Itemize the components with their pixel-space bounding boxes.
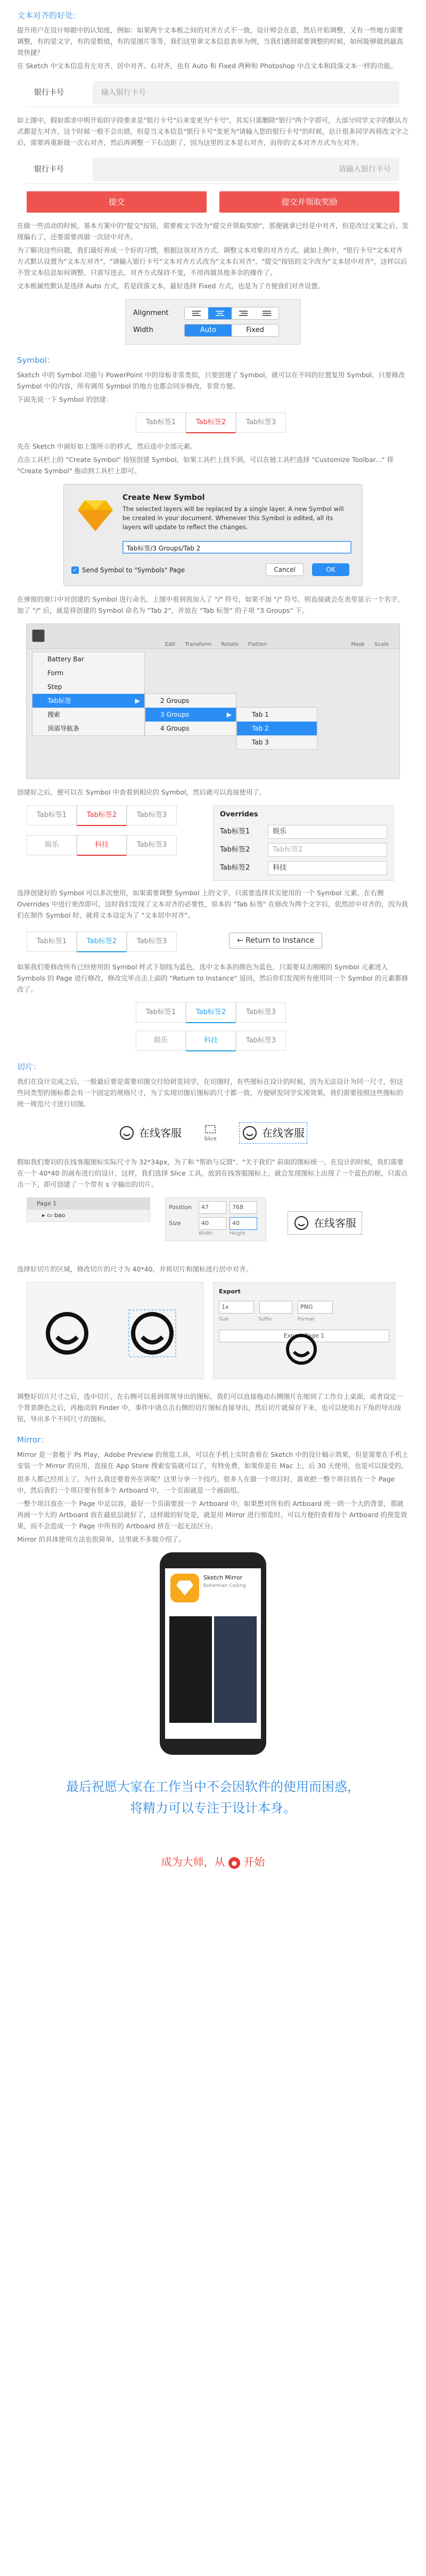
bank-card-row (27, 79, 399, 107)
service-label: 在线客服 (139, 1127, 182, 1139)
width-fixed-button[interactable]: Fixed (232, 325, 278, 336)
paragraph: 假如我们要切的在线客服图标实际尺寸为 32*34px，为了和 "帮助与反馈"、"关于我们" 前面的图标统一，在设计的时候，我们需要在一个 40*40 的画布进行的设计，这样，我们选择 Slice 工具，放到在线客服图标上，就会发现图标上出现了一个蓝色的框，只需点击一下，即可创建了一个带有 s 字输出的切片。 (17, 1158, 408, 1188)
height-caption: Height (230, 1231, 245, 1236)
symbols-menu (32, 652, 145, 736)
width-auto-button[interactable]: Auto (185, 325, 232, 336)
sketch-mirror-app-icon (170, 1574, 199, 1602)
menu-item-tab-2[interactable]: Tab 2 (237, 722, 317, 735)
menu-item[interactable]: Form (47, 669, 64, 677)
width-caption: Width (199, 1231, 213, 1236)
override-key: Tab标签2 (220, 864, 250, 872)
submit-reward-button[interactable]: 提交并领取奖励 (219, 191, 399, 213)
toolbar-flatten[interactable]: Flatten (248, 642, 267, 647)
paragraph: 选择好切片的区域，修改切片的尺寸为 40*40，并将切片和图标进行居中对齐。 (17, 1265, 253, 1273)
menu-item[interactable]: Tab 3 (252, 739, 269, 746)
menu-item[interactable]: 搜索 (47, 711, 61, 718)
paragraph: 文本框属性默认是选择 Auto 方式，若是段落文本，最好选择 Fixed 方式，也是为了方便我们对齐设置。 (17, 282, 325, 290)
export-panel (213, 1282, 395, 1379)
menu-item[interactable]: Tab 1 (252, 711, 269, 718)
align-justify-icon (255, 307, 278, 319)
align-justify-button[interactable] (255, 307, 278, 319)
menu-item[interactable]: Battery Bar (47, 655, 84, 663)
tab-item-selected[interactable]: 科技 (77, 835, 127, 856)
tab-item-selected[interactable]: Tab标签2 (186, 412, 236, 433)
symbol-name-input[interactable]: Tab标签/3 Groups/Tab 2 (122, 541, 351, 554)
paragraph: 选择创建好的 Symbol 可以多次使用，如果需要调整 Symbol 上的文字，只需要选择其实使用的一个 Symbol 元素，在右侧 Overrides 中进行更改即可，这时我们发现了文本对齐的必要性，原本的 "Tab 标签" 在修改为两个文字后，依然居中对齐的，因为我们在制作 Symbol 时，就将文本设定为了 "文本居中对齐"。 (17, 889, 408, 919)
paragraph: 在弹窗的窗口中对创建的 Symbol 进行命名，上图中看到我加入了 "/" 符号，如果不加 "/" 符号，则直接就会在表里显示一个名字，加了 "/" 后，就是将创建的 Symbol 命名为 "Tab 2"，并放在 "Tab 标签" 的子项 "3 Groups" 下。 (17, 595, 404, 614)
tab-demo-blue-2 (136, 1002, 290, 1023)
suffix-caption: Suffix (258, 1317, 272, 1322)
section-title-alignment: 文本对齐的好处： (17, 11, 81, 20)
dialog-title: Create New Symbol (122, 493, 205, 502)
tab-demo-bottom (27, 835, 181, 856)
service-icon-large-sliced (128, 1309, 176, 1357)
service-icon-bordered (288, 1211, 362, 1235)
checkmark-icon: ✓ (71, 566, 79, 574)
paragraph: 我们在设计完成之后，一般最后要是需要切图交付给研发同学，在切图时，有些图标在设计的时候，因为无法设计为同一尺寸，但这些同类型的图标都会有一个固定的规格尺寸，为了实现切图后图标的尺寸都一致，方便研发同学实现效果，我们需要按照这些图标的统一规范尺寸进行切图。 (17, 1078, 404, 1108)
tab-demo-blue-3 (136, 1031, 290, 1051)
customer-service-icon (242, 1125, 258, 1141)
folder-icon: ▸ ▭ (42, 1212, 54, 1219)
layer-label: bao (54, 1212, 65, 1219)
tab-item[interactable]: 娱乐 (136, 1031, 186, 1051)
app-developer: Bohemian Coding (203, 1583, 246, 1589)
scale-select[interactable]: 1x (219, 1301, 254, 1314)
tab-item-selected[interactable]: Tab标签2 (186, 1002, 236, 1023)
send-to-symbols-checkbox[interactable] (71, 564, 185, 576)
tab-item[interactable]: Tab标签3 (236, 1031, 286, 1051)
paragraph: 如上图中，假如需求中明开始的字段要求是"银行卡号"后来变更为"卡号"，其实只需删除"银行"两个字即可，大部分同学文字的默认方式都是左对齐，这个时候一般不会出错，但是当文本信息"银行卡号"变更为"请输入您的银行卡号"的时候，估计很多同学再将改文字之后，需要再重新做一次右对齐，然后再调整一下右边距了，因为这里的文本是右对齐，而你的文本对齐方式为左对齐。 (17, 116, 409, 147)
suffix-input[interactable] (259, 1301, 292, 1314)
toolbar-scale[interactable]: Scale (374, 642, 389, 647)
closing-line-1: 最后祝愿大家在工作当中不会因软件的使用而困惑， (66, 1779, 360, 1794)
menu-item[interactable]: 2 Groups (160, 697, 190, 704)
layer-item[interactable] (27, 1210, 150, 1221)
service-label: 在线客服 (262, 1127, 305, 1139)
tab-item[interactable]: Tab标签3 (127, 835, 177, 855)
paragraph: 调整好切片尺寸之后，选中切片，在右侧可以看到常规导出的图标，我们可以直接拖动右侧图片在缩到了工作台上桌面，或者设定一个背景颜色之后，再拖动到 Finder 中，事件中请点击右侧的切片图标直接导出，然后切片就保存下来，也可以使用右下角的导出按钮，导出多个不同尺寸的图标。 (17, 1392, 404, 1423)
tab-item[interactable]: Tab标签1 (27, 931, 77, 952)
format-caption: Format (298, 1317, 315, 1322)
service-icon-large (43, 1309, 91, 1357)
align-left-button[interactable] (185, 307, 208, 319)
align-center-icon (208, 307, 232, 319)
position-x-input[interactable]: 47 (199, 1201, 226, 1214)
menu-item[interactable]: 顶部导航条 (47, 725, 80, 732)
cta-right: 开始 (243, 1856, 265, 1868)
chevron-right-icon: ▶ (226, 711, 232, 718)
return-to-instance-button[interactable] (229, 933, 322, 949)
paragraph: Sketch 中的 Symbol 功能与 PowerPoint 中的母板非常类似，只要创建了 Symbol，就可以在不同的位置复用 Symbol，只要修改 Symbol 中的内容，所有调用 Symbol 的地方也都会同步修改，非常方便。 (17, 371, 405, 390)
arrow-left-icon: ← (237, 936, 243, 945)
toolbar-labels (165, 639, 267, 651)
override-value-input[interactable]: 科技 (268, 861, 387, 875)
override-row (220, 823, 387, 841)
phone-screen (165, 1568, 261, 1739)
tab-item[interactable]: Tab标签3 (127, 805, 177, 825)
override-key: Tab标签1 (220, 828, 250, 836)
paragraph: Mirror 的具体使用方法也很简单，这里就不多做介绍了。 (17, 1535, 185, 1543)
app-screenshot-1 (169, 1616, 212, 1723)
toolbar-transform[interactable]: Transform (185, 642, 212, 647)
sketch-diamond-icon (77, 498, 114, 532)
paragraph: 点击工具栏上的 "Create Symbol" 按钮创建 Symbol，如果工具栏上找不到，可以在链工具栏选择 "Customize Toolbar..." 将 "Create Symbol" 拖动到工具栏上即可。 (17, 456, 394, 475)
paragraph: 一整个项目放在一个 Page 中足以容，最好一个页面要放一个 Artboard 中，如果想对所有的 Artboard 统一到一个大的背景，那就再画一个大的 Artboard 放在最底层就好了，这样做的好处是，就是用 Mirror 进行预览时，可以方便的查看每个 Artboard 的预览效果，而不会造成一个 Page 中所有的 Artboard 挤在一起无法区分。 (17, 1500, 407, 1530)
menu-item-tab[interactable] (32, 694, 144, 708)
field-label: 银行卡号 (34, 88, 64, 97)
section-title-symbol: Symbol： (17, 355, 55, 365)
cta (0, 1856, 426, 1869)
service-label: 在线客服 (314, 1217, 356, 1229)
tab-item-selected[interactable]: Tab标签2 (77, 931, 127, 952)
page-item[interactable]: Page 1 (27, 1198, 150, 1210)
paragraph: 很多人都已经用上了，为什么我还要着外在讲呢？这里分享一个技巧，很多人在做一个项目时，喜欢把一整个项目放在一个 Page 中，然后我们一个项目要有很多个 Artboard 中，一个页面就是一个画面组。 (17, 1475, 395, 1494)
menu-label: 3 Groups (160, 711, 190, 718)
tab-bar-demo (136, 412, 290, 433)
symbol-insert-menu (26, 623, 400, 779)
tab-item[interactable]: Tab标签1 (27, 805, 77, 825)
override-row (220, 841, 387, 859)
sketch-diamond-icon (175, 1579, 194, 1597)
tab-item[interactable]: Tab标签1 (136, 1002, 186, 1023)
cta-left: 成为大师，从 (161, 1856, 225, 1868)
position-label: Position (169, 1204, 192, 1211)
tab-item[interactable]: Tab标签3 (236, 1002, 286, 1023)
overrides-demo (27, 805, 399, 880)
height-input[interactable]: 40 (230, 1217, 257, 1230)
override-value-input[interactable]: 娱乐 (268, 825, 387, 839)
tab-item[interactable]: Tab标签3 (236, 412, 286, 433)
bank-card-input[interactable]: 输入银行卡号 (93, 81, 399, 104)
override-key: Tab标签2 (220, 846, 250, 854)
align-left-icon (185, 307, 208, 319)
menu-item[interactable]: 4 Groups (160, 725, 190, 732)
paragraph: Mirror 是一套极于 Ps Play，Adobe Preview 的预览工具，可以在手机上实时查看在 Sketch 中的设计稿示效果，但是需要在手机上安装一个 Mirror 的应用，直接在 App Store 搜索安装就可以了，有特免费，如果你是在 Mac 上，后 30 天使用，也是可以接受的。 (17, 1451, 408, 1470)
paragraph: 为了解决这些问题，我们最好养成一个好的习惯，根据这该对齐方式，调整文本对象的对齐方式。就如上例中，"银行卡号"文本对齐方式默认设置为"文本左对齐"，"请输入银行卡号"文本对齐方式改为"文本右对齐"，"提交"按钮的文字改为"文本居中对齐"，这样以后不管文本信息如何调整，只需写进去，对齐方式保持不变，不用再做其他多余的操作了。 (17, 246, 407, 277)
menu-label: Tab标签 (47, 697, 71, 704)
paragraph: 下面先说一下 Symbol 的创建： (17, 395, 113, 403)
align-right-button[interactable] (232, 307, 255, 319)
toolbar-edit[interactable]: Edit (165, 642, 176, 647)
tab-demo-top (27, 805, 181, 826)
bank-card-row (27, 156, 399, 184)
paragraph: 如果我们要修改所有已经使用的 Symbol 样式下划线为蓝色，选中文本条的颜色为蓝色，只需要双击刚刚的 Symbol 元素进入 Symbols 的 Page 进行修改，修改完毕点击上面的 "Return to Instance" 返回，然后你们发现所有使用同一个 Symbol 的元素都修改了。 (17, 963, 408, 993)
cancel-button[interactable]: Cancel (266, 563, 304, 576)
closing-line-2: 将精力可以专注于设计本身。 (130, 1801, 296, 1816)
export-title: Export (219, 1288, 241, 1295)
align-center-button[interactable] (208, 307, 232, 319)
paragraph: 先在 Sketch 中画好如上图所示的样式，然后选中全部元素。 (17, 442, 197, 450)
slice-tool-icon (203, 1123, 218, 1136)
tab-item-selected[interactable]: 科技 (186, 1031, 236, 1051)
width-input[interactable]: 40 (199, 1217, 226, 1230)
export-button[interactable]: Export Page 1 (219, 1330, 389, 1342)
alignment-label: Alignment (133, 309, 169, 317)
toolbar-labels-right (351, 639, 389, 651)
tab-demo-blue (27, 931, 181, 952)
position-y-input[interactable]: 768 (230, 1201, 257, 1214)
export-preview-icon (283, 1331, 320, 1368)
format-select[interactable]: PNG (298, 1301, 333, 1314)
ok-button[interactable]: OK (312, 563, 349, 576)
checkbox-label: Send Symbol to "Symbols" Page (82, 566, 185, 574)
app-header (165, 1568, 261, 1608)
paragraph: 在做一些活动的时候，基本方案中的"提交"按钮，需要被文字改为"提交并领取奖励"，那便就拿已经是中对齐，但是改过文案之后，发现偏右了，还要需要再做一次居中对齐。 (17, 222, 409, 241)
slice-tool-label: Slice (204, 1136, 217, 1142)
tab-item[interactable]: Tab标签3 (127, 931, 177, 952)
overrides-panel (213, 805, 394, 881)
user-icon: ● (228, 1857, 240, 1869)
icon-preview-area (27, 1282, 203, 1379)
groups-submenu (145, 693, 236, 736)
closing (0, 1776, 426, 1819)
insert-icon[interactable] (32, 629, 45, 642)
override-value-input[interactable]: Tab标签2 (268, 843, 387, 857)
bank-card-input[interactable]: 请输入银行卡号 (93, 158, 399, 181)
section-title-slice: 切片： (17, 1062, 42, 1072)
tab-item[interactable]: 娱乐 (27, 835, 77, 855)
app-screenshot-2 (214, 1616, 257, 1723)
slice-panel-demo (27, 1197, 399, 1256)
export-demo (27, 1282, 399, 1383)
size-label: Size (169, 1220, 181, 1227)
menu-item[interactable]: Step (47, 683, 62, 691)
create-symbol-dialog (63, 484, 363, 586)
paragraph: 在 Sketch 中文本信息有左对齐、居中对齐、右对齐，也有 Auto 和 Fixed 两种和 Photoshop 中点文本和段落文本一样的功能。 (17, 62, 397, 70)
sketch-toolbar (27, 624, 399, 649)
inspector-panel (165, 1197, 266, 1241)
overrides-title: Overrides (220, 811, 258, 819)
phone-mockup (160, 1552, 266, 1755)
override-row (220, 859, 387, 877)
customer-service-icon (119, 1125, 135, 1141)
return-demo (27, 928, 399, 954)
submit-button[interactable]: 提交 (27, 191, 207, 213)
slice-icons-demo (27, 1117, 399, 1149)
menu-item-3-groups[interactable] (145, 708, 236, 722)
service-icon-row-sliced (239, 1122, 307, 1144)
layers-panel (27, 1197, 150, 1222)
tabs-submenu (236, 707, 317, 750)
size-caption: Size (219, 1317, 229, 1322)
button-demo (27, 191, 399, 213)
alignment-panel (125, 299, 301, 345)
form-demo-1 (27, 79, 399, 107)
tab-item[interactable]: Tab标签1 (136, 412, 186, 433)
paragraph: 提升用户在设计师眼中的认知度，例如：如果两个文本框之间的对齐方式不一致，设计师会在意，然后开始调整，又有一些地方需要调整，有的是文字，有的是数值，有的是图片等等，我们这里拿文本信息表单为例，当我们遇到需要调整的时候，如何能够做到最高效快捷？ (17, 26, 404, 56)
paragraph: 创建好之后，便可以在 Symbol 中查看到相应的 Symbol，然后就可以直接使用了。 (17, 788, 266, 796)
customer-service-icon (293, 1215, 309, 1231)
form-demo-2 (27, 156, 399, 184)
tab-item-selected[interactable]: Tab标签2 (77, 805, 127, 826)
app-name: Sketch Mirror (203, 1574, 242, 1581)
button-label: Return to Instance (245, 936, 315, 945)
align-right-icon (232, 307, 255, 319)
toolbar-mask[interactable]: Mask (351, 642, 365, 647)
section-title-mirror: Mirror： (17, 1435, 49, 1445)
chevron-right-icon: ▶ (135, 697, 140, 704)
toolbar-rotate[interactable]: Rotate (221, 642, 239, 647)
service-icon-row (119, 1125, 182, 1141)
width-label: Width (133, 326, 153, 334)
slice-tool[interactable] (203, 1123, 218, 1143)
dialog-description: The selected layers will be replaced by a single layer. A new Symbol will be created in your document. Whenever this Symbol is edited, all its layers will update to reflect the changes. (122, 505, 344, 531)
field-label: 银行卡号 (34, 165, 64, 174)
